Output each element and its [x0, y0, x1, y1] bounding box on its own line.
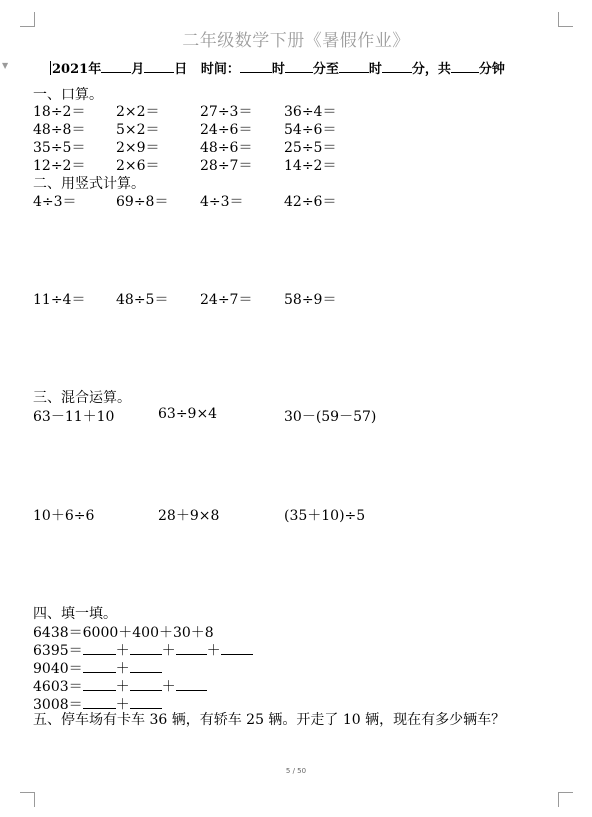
answer-blank[interactable]	[83, 695, 116, 709]
problem: 5×2＝	[116, 122, 160, 138]
page-number: 5 / 50	[285, 767, 307, 775]
answer-blank[interactable]	[83, 641, 116, 655]
problem: 14÷2＝	[284, 158, 337, 174]
minutes-char: 分钟	[478, 62, 505, 77]
problem: 48÷8＝	[33, 122, 86, 138]
day-char: 日	[174, 62, 188, 77]
answer-blank[interactable]	[130, 659, 162, 673]
problem: (35＋10)÷5	[284, 508, 366, 524]
plus-sign: ＋	[115, 697, 130, 713]
crop-mark-top-left	[20, 12, 35, 27]
crop-mark-bottom-right	[558, 792, 573, 807]
fill-lead: 6395＝	[33, 643, 83, 659]
section-1-heading: 一、口算。	[33, 87, 103, 103]
answer-blank[interactable]	[83, 677, 116, 691]
problem: 24÷7＝	[200, 292, 253, 308]
answer-blank[interactable]	[83, 659, 116, 673]
year-value: 2021	[52, 62, 89, 77]
mixed-calc-row	[33, 505, 453, 523]
minute-to-label: 分至	[312, 62, 339, 77]
problem: 27÷3＝	[200, 104, 253, 120]
problem: 25÷5＝	[284, 140, 337, 156]
day-blank[interactable]	[144, 60, 174, 73]
hour-char: 时	[271, 62, 285, 77]
answer-blank[interactable]	[130, 695, 162, 709]
answer-blank[interactable]	[221, 641, 253, 655]
year-char: 年	[88, 62, 102, 77]
plus-sign: ＋	[115, 643, 130, 659]
date-time-line	[50, 58, 505, 77]
fill-lead: 3008＝	[33, 697, 83, 713]
page-title: 二年级数学下册《暑假作业》	[182, 31, 410, 51]
end-minute-blank[interactable]	[382, 60, 412, 73]
vertical-calc-row	[33, 191, 433, 209]
answer-blank[interactable]	[176, 641, 207, 655]
time-label: 时间：	[200, 62, 240, 77]
problem: 63－11＋10	[33, 409, 115, 425]
total-minutes-blank[interactable]	[451, 60, 479, 73]
problem: 2×9＝	[116, 140, 160, 156]
answer-blank[interactable]	[176, 677, 207, 691]
plus-sign: ＋	[161, 643, 176, 659]
vertical-calc-row	[33, 289, 433, 307]
plus-sign: ＋	[115, 679, 130, 695]
problem: 48÷6＝	[200, 140, 253, 156]
problem: 10＋6÷6	[33, 508, 95, 524]
plus-sign: ＋	[161, 679, 176, 695]
fill-example: 6438＝6000＋400＋30＋8	[33, 625, 214, 641]
month-char: 月	[131, 62, 145, 77]
start-hour-blank[interactable]	[240, 60, 272, 73]
fill-row	[33, 640, 253, 658]
problem: 18÷2＝	[33, 104, 86, 120]
problem: 24÷6＝	[200, 122, 253, 138]
crop-mark-bottom-left	[20, 792, 35, 807]
fill-lead: 4603＝	[33, 679, 83, 695]
problem: 4÷3＝	[200, 194, 244, 210]
plus-sign: ＋	[115, 661, 130, 677]
answer-blank[interactable]	[130, 641, 162, 655]
problem: 69÷8＝	[116, 194, 169, 210]
answer-blank[interactable]	[130, 677, 162, 691]
crop-mark-top-right	[558, 12, 573, 27]
problem: 2×2＝	[116, 104, 160, 120]
problem: 28＋9×8	[158, 508, 220, 524]
month-blank[interactable]	[101, 60, 131, 73]
end-hour-blank[interactable]	[339, 60, 369, 73]
margin-marker-icon: ▼	[2, 61, 9, 70]
minute-total-label: 分，共	[411, 62, 451, 77]
fill-row	[33, 676, 253, 694]
mixed-calc-row	[33, 406, 453, 424]
problem: 2×6＝	[116, 158, 160, 174]
problem: 28÷7＝	[200, 158, 253, 174]
problem: 48÷5＝	[116, 292, 169, 308]
problem: 30－(59－57)	[284, 409, 377, 425]
problem: 12÷2＝	[33, 158, 86, 174]
fill-lead: 9040＝	[33, 661, 83, 677]
start-minute-blank[interactable]	[285, 60, 313, 73]
text-cursor	[50, 61, 51, 75]
hour-char-2: 时	[368, 62, 382, 77]
section-2-heading: 二、用竖式计算。	[33, 176, 145, 192]
problem: 4÷3＝	[33, 194, 77, 210]
section-4-heading: 四、填一填。	[33, 606, 117, 622]
problem: 63÷9×4	[158, 406, 218, 422]
problem: 36÷4＝	[284, 104, 337, 120]
fill-in-list	[33, 622, 253, 712]
problem: 42÷6＝	[284, 194, 337, 210]
fill-row	[33, 658, 253, 676]
problem: 58÷9＝	[284, 292, 337, 308]
word-problem: 五、停车场有卡车 36 辆，有轿车 25 辆。开走了 10 辆，现在有多少辆车？	[33, 712, 506, 728]
problem: 35÷5＝	[33, 140, 86, 156]
section-3-heading: 三、混合运算。	[33, 390, 131, 406]
problem: 54÷6＝	[284, 122, 337, 138]
plus-sign: ＋	[206, 643, 221, 659]
problem: 11÷4＝	[33, 292, 86, 308]
